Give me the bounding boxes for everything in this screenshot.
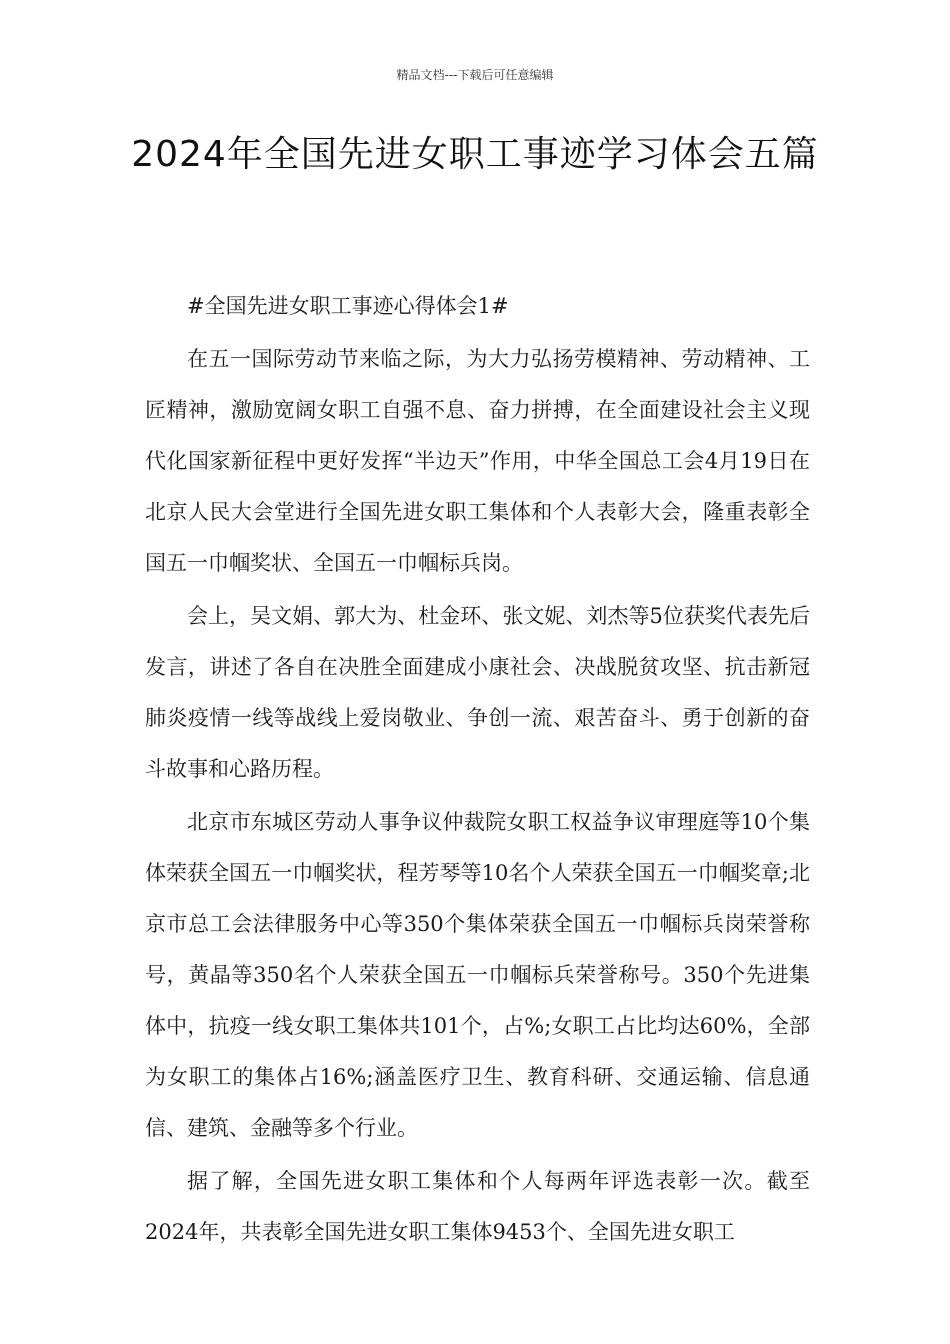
document-body: [145, 281, 810, 1260]
document-title: 2024年全国先进女职工事迹学习体会五篇: [131, 134, 819, 175]
body-paragraph: 北京市东城区劳动人事争议仲裁院女职工权益争议审理庭等10个集体荣获全国五一巾帼奖状，程芳琴等10名个人荣获全国五一巾帼奖章;北京市总工会法律服务中心等350个集体荣获全国五一巾帼标兵岗荣誉称号，黄晶等350名个人荣获全国五一巾帼标兵荣誉称号。350个先进集体中，抗疫一线女职工集体共101个，占%;女职工占比均达60%，全部为女职工的集体占16%;涵盖医疗卫生、教育科研、交通运输、信息通信、建筑、金融等多个行业。: [145, 810, 810, 1140]
body-paragraph: 会上，吴文娟、郭大为、杜金环、张文妮、刘杰等5位获奖代表先后发言，讲述了各自在决胜全面建成小康社会、决战脱贫攻坚、抗击新冠肺炎疫情一线等战线上爱岗敬业、争创一流、艰苦奋斗、勇于创新的奋斗故事和心路历程。: [145, 604, 810, 781]
page-header: 精品文档---下载后可任意编辑: [396, 68, 554, 82]
body-paragraph: 在五一国际劳动节来临之际，为大力弘扬劳模精神、劳动精神、工匠精神，激励宽阔女职工自强不息、奋力拼搏，在全面建设社会主义现代化国家新征程中更好发挥“半边天”作用，中华全国总工会4月19日在北京人民大会堂进行全国先进女职工集体和个人表彰大会，隆重表彰全国五一巾帼奖状、全国五一巾帼标兵岗。: [145, 347, 810, 575]
section-heading: #全国先进女职工事迹心得体会1#: [187, 294, 509, 318]
body-paragraph: 据了解，全国先进女职工集体和个人每两年评选表彰一次。截至2024年，共表彰全国先进女职工集体9453个、全国先进女职工: [145, 1169, 810, 1244]
